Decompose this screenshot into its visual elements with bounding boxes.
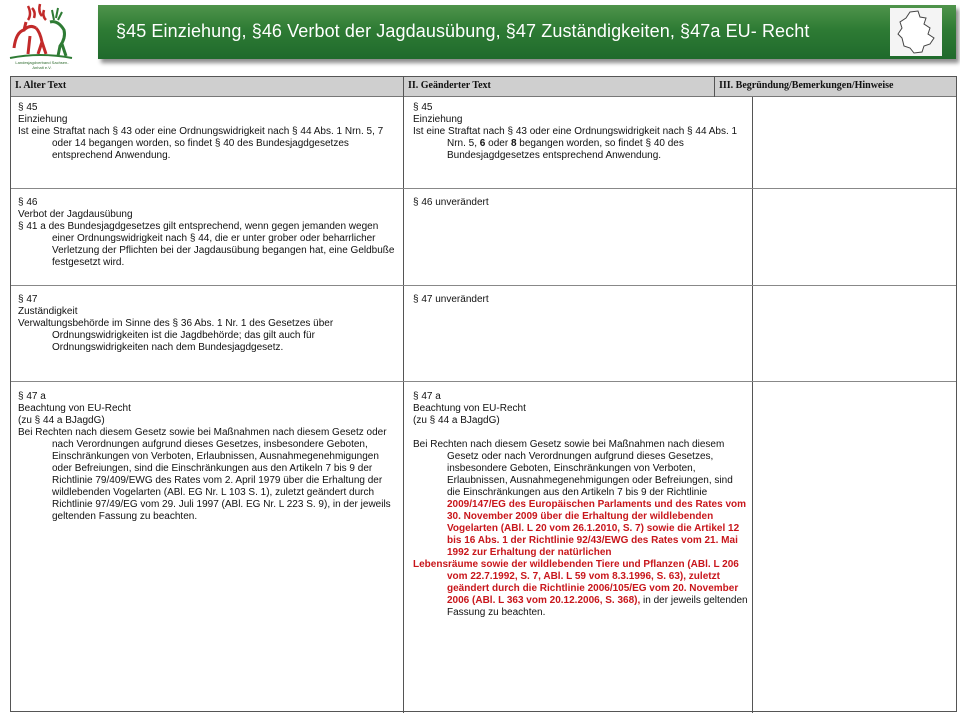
- section-heading: Beachtung von EU-Recht: [413, 403, 526, 414]
- column-header-notes: III. Begründung/Bemerkungen/Hinweise: [715, 77, 956, 97]
- column-divider: [714, 77, 715, 97]
- title-banner: [98, 5, 956, 59]
- changed-text: 2009/147/EG des Europäischen Parlaments und des Rates vom 30. November 2009 über die Erhaltung der wildlebenden Vogelarten (ABl. L 20 vom 26.1.2010, S. 7) sowie die Artikel 12 bis 16 Abs. 1 der Richtlinie 92/43/EWG des Rates vom 21. Mai 1992 zur Erhaltung der natürlichen: [447, 499, 747, 558]
- section-heading: Verbot der Jagdausübung: [18, 209, 133, 220]
- body-text: in der jeweils geltenden Fassung zu beachten.: [447, 595, 748, 618]
- section-number: § 47 a: [18, 391, 46, 402]
- deer-logo-icon: [6, 2, 76, 62]
- row-45-new-text: [413, 102, 753, 162]
- body-text: begangen worden, so findet § 40 des Bundesjagdgesetzes entsprechend Anwendung.: [447, 138, 684, 161]
- section-subheading: (zu § 44 a BJagdG): [18, 415, 105, 426]
- comparison-table: [10, 76, 957, 712]
- section-heading: Einziehung: [18, 114, 68, 125]
- column-divider: [403, 77, 404, 713]
- row-47-old-text: [18, 294, 398, 354]
- section-heading: Einziehung: [413, 114, 463, 125]
- changed-number: 8: [510, 138, 517, 149]
- section-number: § 47: [18, 294, 38, 305]
- row-47a-old-text: [18, 391, 398, 523]
- changed-number: 6: [479, 138, 486, 149]
- row-divider: [11, 381, 956, 382]
- row-divider: [11, 285, 956, 286]
- changed-text: Lebensräume sowie der wildlebenden Tiere und Pflanzen: [413, 559, 685, 570]
- row-46-old-text: [18, 197, 398, 269]
- column-header-old-text: I. Alter Text: [11, 77, 404, 97]
- page-title: §45 Einziehung, §46 Verbot der Jagdausübung, §47 Zuständigkeiten, §47a EU- Recht: [116, 21, 810, 41]
- section-number: § 46: [18, 197, 38, 208]
- column-header-changed-text: II. Geänderter Text: [404, 77, 715, 97]
- section-number: § 47 a: [413, 391, 441, 402]
- section-body: Verwaltungsbehörde im Sinne des § 36 Abs. 1 Nr. 1 des Gesetzes über Ordnungswidrigkeiten ist die Jagdbehörde; das gilt auch für Ordnungswidrigkeiten nach dem Bundesjagdgesetz.: [18, 318, 334, 353]
- changed-text: (ABl. L 206 vom 22.7.1992, S. 7, ABl. L 59 vom 8.3.1996, S. 63), zuletzt geändert durch die Richtlinie 2006/105/EG vom 20. November 2006 (ABl. L 363 vom 20.12.2006, S. 368),: [447, 559, 739, 606]
- body-text: Bei Rechten nach diesem Gesetz sowie bei Maßnahmen nach diesem Gesetz oder nach Verordnungen aufgrund dieses Gesetzes, insbesondere Geboten, Einschränkungen von Verboten, Erlaubnissen, Ausnahmegenehmigungen oder Befreiungen, sind die Einschränkungen aus den Artikeln 7 bis 9 der Richtlinie: [413, 439, 733, 498]
- section-body: [413, 439, 748, 559]
- logo-caption: Landesjagdverband Sachsen-Anhalt e.V.: [15, 60, 69, 70]
- column-divider: [752, 97, 753, 713]
- section-body: § 41 a des Bundesjagdgesetzes gilt entsprechend, wenn gegen jemanden wegen einer Ordnungswidrigkeit nach § 44, die er unter grober oder beharrlicher Verletzung der Pflichten bei der Jagdausübung begangen hat, eine Geldbuße festgesetzt wird.: [18, 221, 395, 268]
- row-47a-new-text: [413, 391, 748, 619]
- section-subheading: (zu § 44 a BJagdG): [413, 415, 500, 426]
- row-45-old-text: [18, 102, 398, 162]
- saxony-anhalt-map-icon: [890, 8, 942, 56]
- blank-line: [413, 427, 748, 439]
- body-text: Ist eine Straftat nach § 43 oder eine Ordnungswidrigkeit nach § 44 Abs. 1 Nrn. 5,: [413, 126, 738, 149]
- section-body: Ist eine Straftat nach § 43 oder eine Ordnungswidrigkeit nach § 44 Abs. 1 Nrn. 5, 7 oder 14 begangen worden, so findet § 40 des Bundesjagdgesetzes entsprechend Anwendung.: [18, 126, 384, 161]
- state-map: [890, 8, 942, 56]
- section-heading: Zuständigkeit: [18, 306, 78, 317]
- section-body: Bei Rechten nach diesem Gesetz sowie bei Maßnahmen nach diesem Gesetz oder nach Verordnungen aufgrund dieses Gesetzes, insbesondere Geboten, Einschränkungen von Verboten, Erlaubnissen, Ausnahmegenehmigungen oder Befreiungen, sind die Einschränkungen aus den Artikeln 7 bis 9 der Richtlinie 79/409/EWG des Rates vom 2. April 1979 über die Erhaltung der wildlebenden Vogelarten (ABl. EG Nr. L 103 S. 1), zuletzt geändert durch Richtlinie 97/49/EG vom 29. Juli 1997 (ABl. EG Nr. L 223 S. 9), in der jeweils geltenden Fassung zu beachten.: [18, 427, 391, 522]
- section-number: § 45: [18, 102, 38, 113]
- row-46-new-text: § 46 unverändert: [413, 197, 489, 208]
- body-text: oder: [485, 138, 511, 149]
- row-divider: [11, 188, 956, 189]
- section-body: [413, 126, 753, 162]
- row-47-new-text: § 47 unverändert: [413, 294, 489, 305]
- section-heading: Beachtung von EU-Recht: [18, 403, 131, 414]
- section-number: § 45: [413, 102, 433, 113]
- association-logo: [6, 2, 76, 68]
- section-body-continued: [413, 559, 748, 619]
